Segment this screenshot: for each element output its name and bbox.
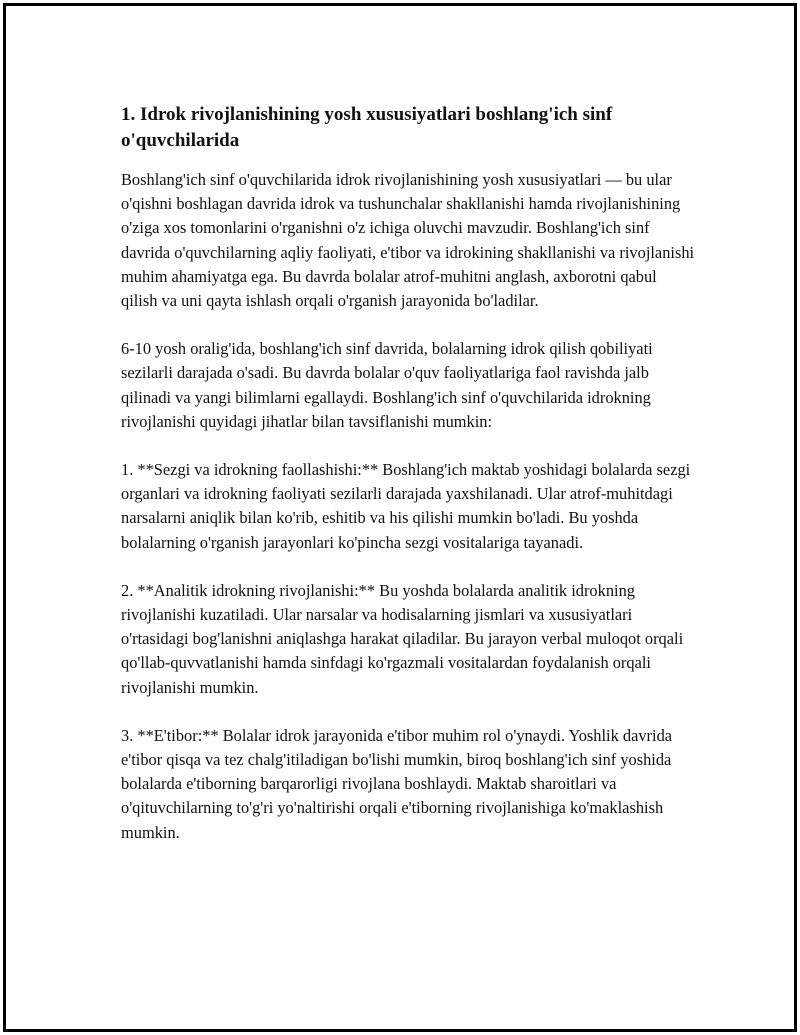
- paragraph-age-range: 6-10 yosh oralig'ida, boshlang'ich sinf davrida, bolalarning idrok qilish qobiliyati sezilarli darajada o'sadi. Bu davrda bolalar o'quv faoliyatlariga faol ravishda jalb qilinadi va yangi bilimlarni egallaydi. Boshlang'ich sinf o'quvchilarida idrokning rivojlanishi quyidagi jihatlar bilan tavsiflanishi mumkin:: [121, 339, 653, 431]
- list-item-attention: 3. **E'tibor:** Bolalar idrok jarayonida e'tibor muhim rol o'ynaydi. Yoshlik davrida e'tibor qisqa va tez chalg'itiladigan bo'lishi mumkin, biroq boshlang'ich sinf yoshida bolalarda e'tiborning barqarorligi rivojlana boshlaydi. Maktab sharoitlari va o'qituvchilarning to'g'ri yo'naltirishi orqali e'tiborning rivojlanishiga ko'maklashish mumkin.: [121, 725, 673, 842]
- paragraph-intro: Boshlang'ich sinf o'quvchilarida idrok rivojlanishining yosh xususiyatlari — bu ular o'qishni boshlagan davrida idrok va tushunchalar shakllanishi hamda rivojlanishining o'ziga xos tomonlarini o'rganishni o'z ichiga oluvchi mavzudir. Boshlang'ich sinf davrida o'quvchilarning aqliy faoliyati, e'tibor va idrokining shakllanishi va rivojlanishi muhim ahamiyatga ega. Bu davrda bolalar atrof-muhitni anglash, axborotni qabul qilish va uni qayta ishlash orqali o'rganish jarayonida bo'ladilar.: [121, 170, 695, 311]
- list-item-analytic: 2. **Analitik idrokning rivojlanishi:** Bu yoshda bolalarda analitik idrokning rivojlanishi kuzatiladi. Ular narsalar va hodisalarning jismlari va xususiyatlari o'rtasidagi bog'lanishni aniqlashga harakat qiladilar. Bu jarayon verbal muloqot orqali qo'llab-quvvatlanishi hamda sinfdagi ko'rgazmali vositalardan foydalanish orqali rivojlanishi mumkin.: [121, 580, 684, 697]
- list-item-sensation: 1. **Sezgi va idrokning faollashishi:** Boshlang'ich maktab yoshidagi bolalarda sezgi organlari va idrokning faoliyati sezilarli darajada yaxshilanadi. Ular atrof-muhitdagi narsalarni aniqlik bilan ko'rib, eshitib va his qilishi mumkin bo'ladi. Bu yoshda bolalarning o'rganish jarayonlari ko'pincha sezgi vositalariga tayanadi.: [121, 460, 691, 552]
- document-body: [121, 102, 696, 869]
- page-frame: [3, 3, 797, 1032]
- document-title: 1. Idrok rivojlanishining yosh xususiyatlari boshlang'ich sinf o'quvchilarida: [121, 104, 613, 151]
